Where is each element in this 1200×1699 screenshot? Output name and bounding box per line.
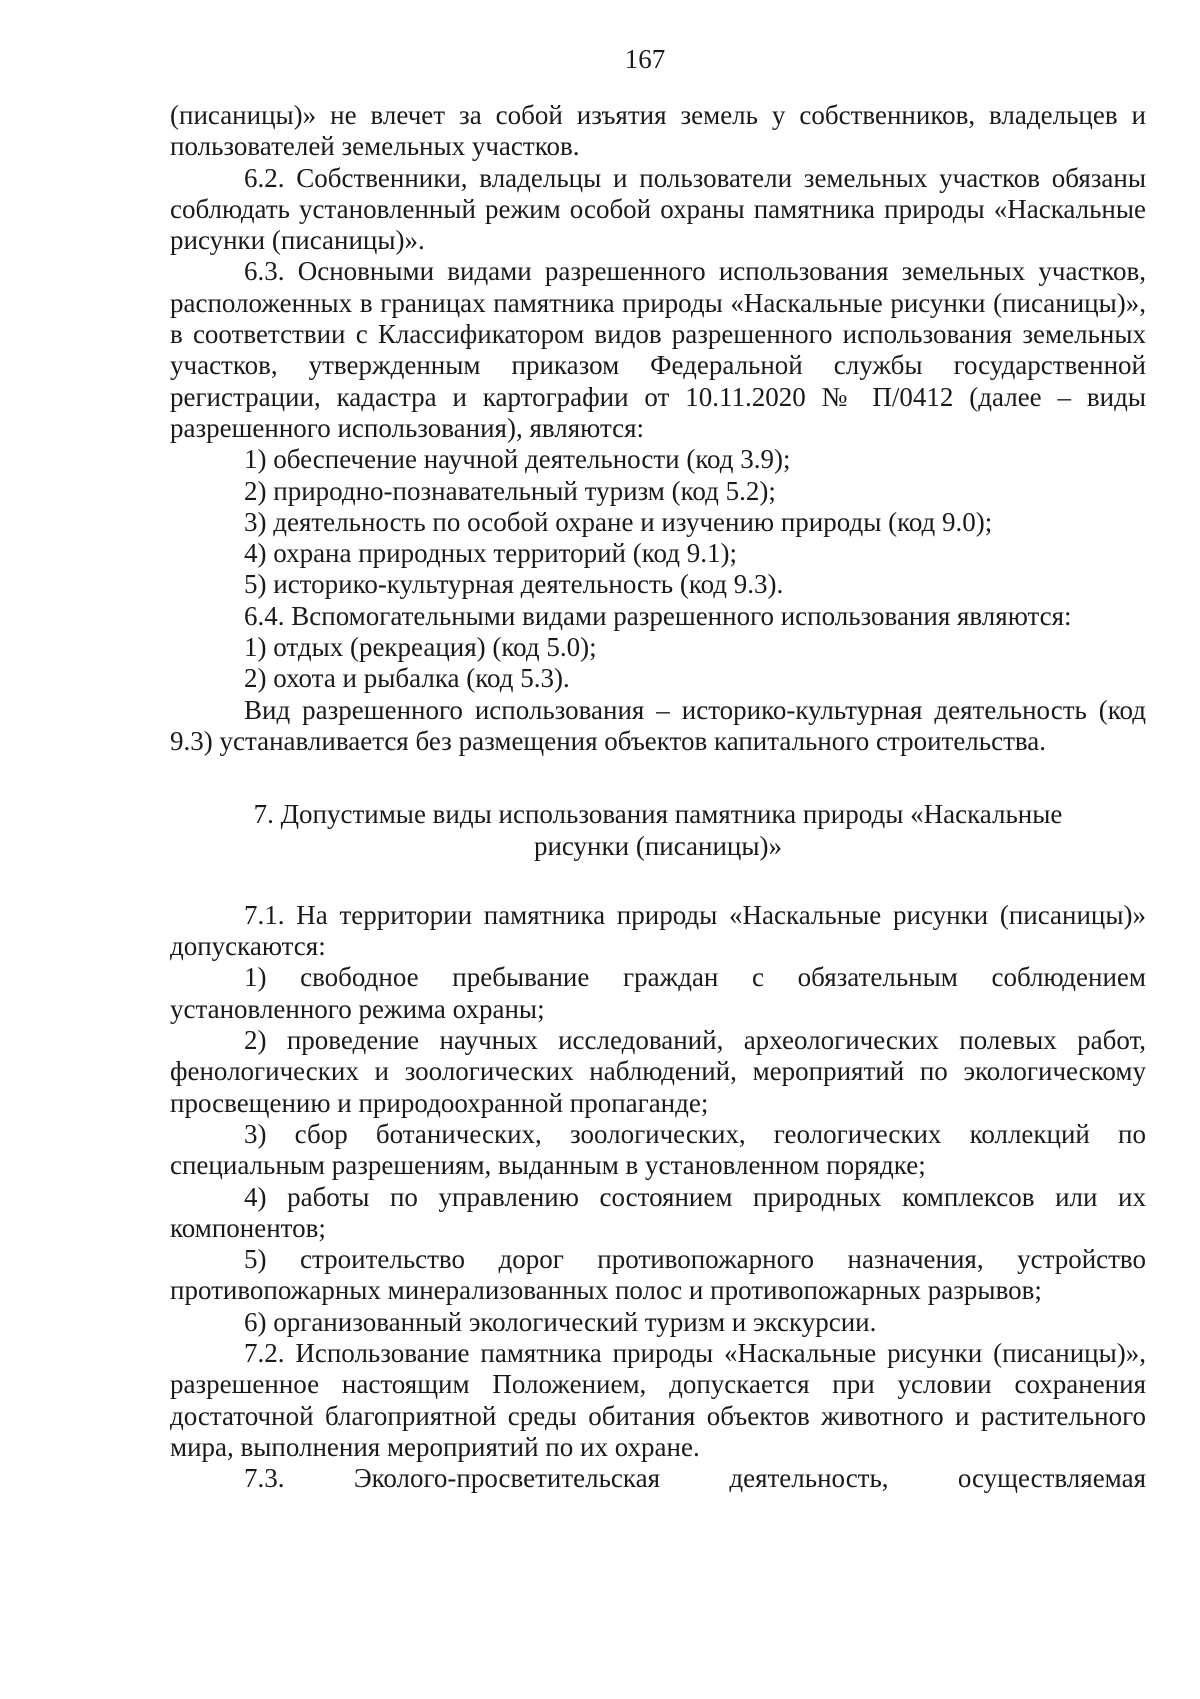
list-item-6-4-2: 2) охота и рыбалка (код 5.3). <box>244 663 570 694</box>
paragraph-continuation: (писаницы)» не влечет за собой изъятия земель у собственников, владельцев и пользователей земельных участков. <box>170 100 1146 162</box>
section-heading-line-2: рисунки (писаницы)» <box>533 830 782 861</box>
page-number: 167 <box>624 44 666 74</box>
section-heading-7 <box>170 799 1146 862</box>
paragraph-7-3: 7.3. Эколого-просветительская деятельность, осуществляемая <box>244 1463 1146 1494</box>
list-item-7-1-1: 1) свободное пребывание граждан с обязательным соблюдением установленного режима охраны; <box>170 962 1146 1024</box>
paragraph-7-1: 7.1. На территории памятника природы «Наскальные рисунки (писаницы)» допускаются: <box>170 899 1146 962</box>
list-item-7-1-4: 4) работы по управлению состоянием природных комплексов или их компонентов; <box>170 1181 1146 1243</box>
paragraph-6-4: 6.4. Вспомогательными видами разрешенного использования являются: <box>244 600 1072 631</box>
paragraph-7-2: 7.2. Использование памятника природы «Наскальные рисунки (писаницы)», разрешенное настоящим Положением, допускается при условии сохранения достаточной благоприятной среды обитания объектов животного и растительного мира, выполнения мероприятий по их охране. <box>170 1337 1146 1462</box>
list-item-6-3-3: 3) деятельность по особой охране и изучению природы (код 9.0); <box>244 506 993 537</box>
paragraph-6-4-note: Вид разрешенного использования – историко-культурная деятельность (код 9.3) устанавливается без размещения объектов капитального строительства. <box>170 694 1146 756</box>
list-item-6-4-1: 1) отдых (рекреация) (код 5.0); <box>244 632 597 663</box>
list-item-7-1-3: 3) сбор ботанических, зоологических, геологических коллекций по специальным разрешениям, выданным в установленном порядке; <box>170 1118 1146 1181</box>
paragraph-6-3: 6.3. Основными видами разрешенного использования земельных участков, расположенных в границах памятника природы «Наскальные рисунки (писаницы)», в соответствии с Классификатором видов разрешенного использования земельных участков, утвержденным приказом Федеральной службы государственной регистрации, кадастра и картографии от 10.11.2020 № П/0412 (далее – виды разрешенного использования), являются: <box>170 256 1146 443</box>
list-item-6-3-5: 5) историко-культурная деятельность (код 9.3). <box>244 569 784 600</box>
list-item-6-3-4: 4) охрана природных территорий (код 9.1); <box>244 538 737 569</box>
list-item-6-3-2: 2) природно-познавательный туризм (код 5.2); <box>244 475 776 506</box>
paragraph-6-2: 6.2. Собственники, владельцы и пользователи земельных участков обязаны соблюдать установленный режим особой охраны памятника природы «Наскальные рисунки (писаницы)». <box>170 162 1146 256</box>
list-item-6-3-1: 1) обеспечение научной деятельности (код 3.9); <box>244 444 791 475</box>
document-body <box>170 100 1146 1494</box>
list-item-7-1-6: 6) организованный экологический туризм и экскурсии. <box>244 1306 877 1337</box>
section-heading-line-1: 7. Допустимые виды использования памятника природы «Наскальные <box>253 799 1063 830</box>
list-item-7-1-2: 2) проведение научных исследований, археологических полевых работ, фенологических и зоологических наблюдений, мероприятий по экологическому просвещению и природоохранной пропаганде; <box>170 1025 1146 1118</box>
list-item-7-1-5: 5) строительство дорог противопожарного назначения, устройство противопожарных минерализованных полос и противопожарных разрывов; <box>170 1244 1146 1306</box>
